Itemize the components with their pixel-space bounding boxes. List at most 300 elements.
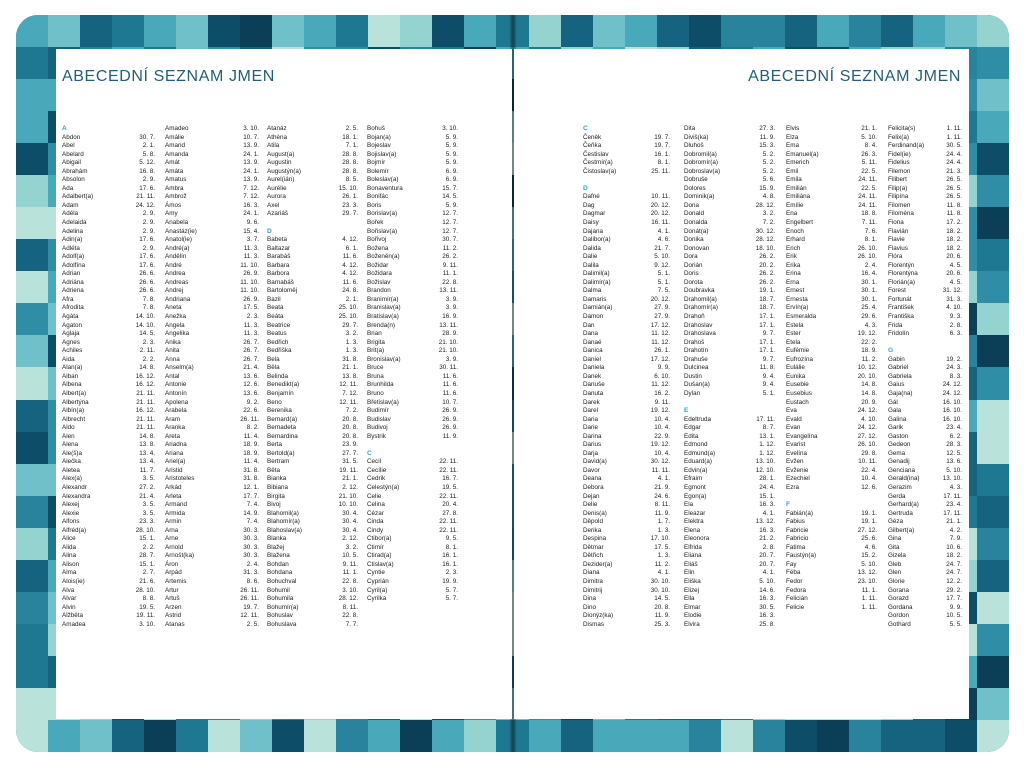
name-text: Barbara <box>267 261 290 269</box>
name-text: Edvin(a) <box>684 466 708 474</box>
name-day-date: 12. 7. <box>442 227 458 235</box>
name-text: Ferdinand(a) <box>888 142 925 150</box>
name-day-row <box>583 339 670 348</box>
name-text: Etela <box>786 338 801 346</box>
name-day-date: 5. 7. <box>445 595 458 603</box>
name-day-date: 22. 5. <box>861 184 877 192</box>
name-text: Dagmar <box>583 210 606 218</box>
name-day-date: 24. 12. <box>942 389 962 397</box>
name-day-row <box>888 159 962 168</box>
name-text: Artemis <box>165 577 187 585</box>
name-day-date: 16. 3. <box>759 595 775 603</box>
name-day-date: 17. 11. <box>756 415 775 423</box>
section-letter-label: E <box>684 407 689 415</box>
name-text: Delie <box>583 501 598 509</box>
name-day-date: 9. 3. <box>949 313 962 321</box>
name-day-row <box>267 287 358 296</box>
name-day-row <box>62 493 155 502</box>
name-day-row <box>267 253 358 262</box>
name-day-row <box>367 330 458 339</box>
name-day-row <box>267 125 358 134</box>
name-day-row <box>62 416 155 425</box>
name-text: Eunika <box>786 372 806 380</box>
name-text: Čestislav <box>583 150 609 158</box>
name-day-date: 17. 2. <box>946 219 962 227</box>
name-day-date: 21. 3. <box>946 167 962 175</box>
name-day-row <box>367 322 458 331</box>
name-day-row <box>165 253 259 262</box>
name-text: Evan <box>786 424 801 432</box>
name-day-row <box>786 347 877 356</box>
name-day-date: 15. 7. <box>442 184 458 192</box>
name-day-date: 11. 8. <box>946 210 962 218</box>
name-text: Ctimír <box>367 543 384 551</box>
name-day-date: 26. 5. <box>946 184 962 192</box>
name-day-date: 29. 7. <box>342 321 358 329</box>
name-text: Alban <box>62 372 79 380</box>
name-text: Bronislav(a) <box>367 355 401 363</box>
name-day-date: 2. 8. <box>949 321 962 329</box>
name-day-row <box>583 262 670 271</box>
name-text: Darja <box>583 449 599 457</box>
name-day-row <box>684 493 775 502</box>
name-text: Bohumila <box>267 595 294 603</box>
name-text: Erik <box>786 253 797 261</box>
name-text: Celie <box>367 492 382 500</box>
name-day-row <box>786 518 877 527</box>
name-day-row <box>367 381 458 390</box>
name-text: Danek <box>583 372 602 380</box>
name-day-date: 11. 1. <box>861 586 877 594</box>
section-letter-label: F <box>786 501 791 509</box>
name-day-date: 4. 1. <box>657 227 670 235</box>
name-text: Brandon <box>367 287 391 295</box>
name-day-date: 26. 6. <box>139 287 155 295</box>
section-letter-label: D <box>583 184 588 192</box>
name-text: Anatol(ie) <box>165 236 192 244</box>
name-day-date: 26. 10. <box>857 253 877 261</box>
name-day-date: 4. 2. <box>949 526 962 534</box>
name-day-date: 3. 2. <box>345 330 358 338</box>
name-day-date: 19. 1. <box>759 287 775 295</box>
name-day-row <box>684 587 775 596</box>
name-day-date: 26. 9. <box>243 295 259 303</box>
name-day-date: 26. 10. <box>857 244 877 252</box>
name-day-date: 17. 6. <box>139 261 155 269</box>
name-day-row <box>786 467 877 476</box>
name-text: Erna <box>786 278 800 286</box>
name-day-date: 11. 3. <box>243 321 259 329</box>
name-day-row <box>583 219 670 228</box>
name-day-date: 1. 11. <box>861 603 877 611</box>
name-day-row <box>367 168 458 177</box>
name-day-row <box>62 544 155 553</box>
name-text: Dulcinea <box>684 364 709 372</box>
name-day-row <box>888 450 962 459</box>
name-day-row <box>165 399 259 408</box>
name-day-date: 28. 12. <box>755 236 775 244</box>
name-day-row <box>62 159 155 168</box>
name-day-date: 20. 7. <box>759 560 775 568</box>
name-day-date: 24. 1. <box>243 167 259 175</box>
name-text: Ambrož <box>165 193 187 201</box>
name-day-row <box>888 441 962 450</box>
name-text: Bohuchval <box>267 577 297 585</box>
name-day-date: 10. 4. <box>654 415 670 423</box>
name-day-row <box>367 390 458 399</box>
name-text: Dolores <box>684 184 706 192</box>
name-day-row <box>888 245 962 254</box>
section-letter <box>786 501 877 510</box>
name-day-date: 11. 1. <box>342 569 358 577</box>
section-letter <box>583 125 670 134</box>
name-text: Dylan <box>684 389 701 397</box>
name-day-date: 7. 4. <box>246 501 259 509</box>
name-text: Efraim <box>684 475 703 483</box>
name-text: Dalibor(a) <box>583 236 611 244</box>
name-day-date: 12. 1. <box>243 483 259 491</box>
name-day-row <box>684 569 775 578</box>
name-text: Dětmar <box>583 543 604 551</box>
name-day-date: 30. 5. <box>759 603 775 611</box>
name-day-date: 21. 4. <box>139 492 155 500</box>
name-day-date: 20. 12. <box>650 295 670 303</box>
name-day-row <box>888 569 962 578</box>
name-text: Elektra <box>684 518 704 526</box>
name-text: Benjamín <box>267 389 294 397</box>
name-day-row <box>267 501 358 510</box>
name-day-date: 5. 10. <box>861 560 877 568</box>
name-day-row <box>583 228 670 237</box>
name-day-row <box>786 236 877 245</box>
name-text: Boleslav(a) <box>367 176 399 184</box>
name-day-row <box>62 193 155 202</box>
name-day-date: 21. 1. <box>342 475 358 483</box>
name-day-date: 17. 5. <box>654 543 670 551</box>
name-text: Dafné <box>583 193 600 201</box>
name-text: Bohuš <box>367 125 385 132</box>
name-day-row <box>786 595 877 604</box>
name-day-date: 31. 12. <box>942 287 962 295</box>
name-text: Břetislav(a) <box>367 398 399 406</box>
name-day-date: 8. 4. <box>864 142 877 150</box>
name-day-row <box>583 493 670 502</box>
name-day-date: 5. 2. <box>762 150 775 158</box>
name-day-date: 7. 1. <box>345 142 358 150</box>
name-day-date: 26. 11. <box>240 586 259 594</box>
name-text: Denis(a) <box>583 509 607 517</box>
name-day-row <box>684 510 775 519</box>
name-day-date: 2. 3. <box>445 569 458 577</box>
name-day-date: 30. 3. <box>243 552 259 560</box>
name-day-row <box>165 535 259 544</box>
name-day-row <box>684 595 775 604</box>
name-text: Amatus <box>165 176 187 184</box>
name-day-row <box>888 612 962 621</box>
name-day-row <box>786 424 877 433</box>
name-day-row <box>367 253 458 262</box>
name-text: Bibiana <box>267 483 289 491</box>
name-day-date: 30. 4. <box>342 509 358 517</box>
name-day-row <box>684 552 775 561</box>
name-day-date: 3. 9. <box>445 295 458 303</box>
name-day-date: 5. 2. <box>762 159 775 167</box>
name-day-row <box>367 193 458 202</box>
name-day-row <box>583 270 670 279</box>
name-day-row <box>62 202 155 211</box>
name-text: Bruna <box>367 372 384 380</box>
name-day-date: 17. 6. <box>139 184 155 192</box>
name-day-date: 21. 10. <box>438 338 458 346</box>
name-day-date: 12. 7. <box>442 210 458 218</box>
name-text: Adelaida <box>62 219 87 227</box>
name-day-row <box>684 347 775 356</box>
name-text: Bohumil <box>267 586 290 594</box>
name-day-row <box>786 339 877 348</box>
name-day-row <box>786 604 877 613</box>
name-day-date: 16. 3. <box>759 501 775 509</box>
name-day-row <box>684 621 775 630</box>
name-text: Eufrozína <box>786 355 813 363</box>
name-day-date: 26. 9. <box>442 415 458 423</box>
name-day-row <box>583 424 670 433</box>
section-letter-label: G <box>888 347 894 355</box>
name-day-date: 16. 1. <box>442 560 458 568</box>
name-day-date: 30. 1. <box>861 287 877 295</box>
name-text: Gizela <box>888 552 906 560</box>
name-day-date: 2. 7. <box>142 569 155 577</box>
name-day-row <box>267 322 358 331</box>
name-text: Agaton <box>62 321 82 329</box>
name-day-date: 26. 2. <box>759 270 775 278</box>
name-text: Arkád <box>165 483 182 491</box>
name-day-date: 2. 11. <box>139 347 155 355</box>
name-day-row <box>267 142 358 151</box>
name-day-row <box>684 450 775 459</box>
name-text: Amálie <box>165 133 185 141</box>
name-text: Fedora <box>786 586 806 594</box>
name-text: Dustin <box>684 372 702 380</box>
spacer-row <box>583 176 670 185</box>
name-day-date: 2. 4. <box>864 261 877 269</box>
name-day-date: 21. 11. <box>136 398 155 406</box>
name-day-row <box>165 356 259 365</box>
name-day-date: 7. 6. <box>864 227 877 235</box>
name-day-date: 11. 9. <box>654 612 670 620</box>
name-day-date: 30. 4. <box>342 518 358 526</box>
name-day-date: 10. 5. <box>342 552 358 560</box>
name-day-row <box>367 176 458 185</box>
name-day-date: 17. 11. <box>943 509 962 517</box>
name-day-date: 3. 9. <box>445 304 458 312</box>
name-text: Fabius <box>786 518 805 526</box>
name-day-date: 3. 10. <box>442 125 458 132</box>
name-text: Evarist <box>786 441 806 449</box>
name-day-date: 24. 4. <box>759 483 775 491</box>
name-day-date: 21. 11. <box>136 193 155 201</box>
name-day-row <box>583 510 670 519</box>
name-column <box>583 125 670 629</box>
name-day-date: 5. 6. <box>762 176 775 184</box>
name-text: Dismas <box>583 620 604 628</box>
name-day-date: 21. 1. <box>342 364 358 372</box>
name-day-date: 20. 12. <box>650 201 670 209</box>
name-text: Fedor <box>786 577 803 585</box>
name-day-row <box>165 151 259 160</box>
name-day-date: 9. 11. <box>442 261 458 269</box>
name-day-row <box>165 304 259 313</box>
name-day-row <box>367 587 458 596</box>
name-day-date: 22. 2. <box>861 338 877 346</box>
name-day-date: 7. 2. <box>345 407 358 415</box>
name-text: Florentýna <box>888 270 918 278</box>
name-day-date: 28. 12. <box>755 201 775 209</box>
name-day-date: 16. 8. <box>139 167 155 175</box>
name-day-row <box>165 552 259 561</box>
page-title-left: ABECEDNÍ SEZNAM JMEN <box>62 68 275 85</box>
name-text: Adléta <box>62 244 80 252</box>
name-day-row <box>786 475 877 484</box>
name-text: Babeta <box>267 236 287 244</box>
name-day-row <box>888 390 962 399</box>
name-text: Benedikt(a) <box>267 381 300 389</box>
name-day-date: 17. 6. <box>139 253 155 261</box>
name-text: Ema <box>786 142 799 150</box>
name-text: Engelbert <box>786 219 813 227</box>
name-text: Bojmír <box>367 159 386 167</box>
name-day-date: 25. 3. <box>654 620 670 628</box>
name-day-date: 20. 6. <box>946 270 962 278</box>
name-day-row <box>165 287 259 296</box>
name-text: Angelika <box>165 330 190 338</box>
name-day-row <box>888 621 962 630</box>
name-day-date: 4. 1. <box>762 569 775 577</box>
name-text: Artur <box>165 586 179 594</box>
name-text: Dan <box>583 321 595 329</box>
name-day-row <box>165 347 259 356</box>
name-text: Eliáš <box>684 560 698 568</box>
name-day-row <box>165 604 259 613</box>
name-day-date: 17. 11. <box>943 492 962 500</box>
name-day-date: 10. 4. <box>861 475 877 483</box>
name-day-date: 28. 8. <box>342 167 358 175</box>
planner-book <box>16 15 1009 752</box>
name-text: Alvin <box>62 603 76 611</box>
name-day-date: 24. 4. <box>946 150 962 158</box>
name-day-row <box>267 569 358 578</box>
name-day-row <box>684 304 775 313</box>
name-day-date: 9. 11. <box>654 398 670 406</box>
right-page <box>514 49 969 719</box>
name-day-date: 23. 3. <box>139 518 155 526</box>
name-day-row <box>684 330 775 339</box>
name-day-row <box>367 228 458 237</box>
name-day-date: 14. 5. <box>139 330 155 338</box>
name-day-date: 27. 8. <box>442 509 458 517</box>
name-day-row <box>267 450 358 459</box>
name-text: Abrahám <box>62 167 88 175</box>
name-day-date: 11. 2. <box>861 355 877 363</box>
name-day-date: 9. 12. <box>654 261 670 269</box>
name-text: Antonín <box>165 389 187 397</box>
name-day-row <box>267 176 358 185</box>
name-text: Gabriela <box>888 372 912 380</box>
name-text: Fabricio <box>786 535 809 543</box>
name-day-date: 26. 11. <box>240 415 259 423</box>
name-day-date: 29. 6. <box>861 313 877 321</box>
name-text: Arzen <box>165 603 182 611</box>
name-day-date: 24. 11. <box>858 201 877 209</box>
name-text: Bohuslav <box>267 612 293 620</box>
name-day-row <box>165 185 259 194</box>
name-day-row <box>267 185 358 194</box>
name-text: Čistoslav(a) <box>583 167 617 175</box>
name-day-row <box>267 193 358 202</box>
name-day-row <box>888 399 962 408</box>
name-text: Bivoj <box>267 501 281 509</box>
name-day-row <box>786 125 877 134</box>
name-text: Čeněk <box>583 133 602 141</box>
name-day-row <box>786 279 877 288</box>
name-column <box>786 125 877 612</box>
name-day-row <box>367 373 458 382</box>
name-day-date: 24. 11. <box>858 176 877 184</box>
name-day-row <box>684 356 775 365</box>
name-day-date: 23. 4. <box>946 501 962 509</box>
name-day-row <box>267 475 358 484</box>
name-text: Felicián <box>786 595 808 603</box>
name-day-row <box>583 236 670 245</box>
name-text: Edmund(a) <box>684 449 716 457</box>
name-day-date: 24. 1. <box>243 210 259 218</box>
name-day-row <box>888 475 962 484</box>
name-day-row <box>267 339 358 348</box>
name-text: Arleta <box>165 492 182 500</box>
name-text: Flavián <box>888 227 909 235</box>
name-day-row <box>583 433 670 442</box>
name-day-date: 1. 11. <box>861 595 877 603</box>
name-day-date: 1. 3. <box>345 338 358 346</box>
name-day-row <box>367 493 458 502</box>
name-day-row <box>165 475 259 484</box>
name-day-row <box>583 458 670 467</box>
name-day-date: 3. 10. <box>342 586 358 594</box>
name-day-date: 5. 9. <box>445 133 458 141</box>
name-text: Běla <box>267 364 280 372</box>
name-day-row <box>267 304 358 313</box>
name-text: Glorie <box>888 577 905 585</box>
name-day-date: 16. 9. <box>442 313 458 321</box>
name-day-date: 13. 8. <box>342 372 358 380</box>
name-text: Emanuel(a) <box>786 150 819 158</box>
name-day-row <box>62 210 155 219</box>
name-day-date: 13. 11. <box>439 287 458 295</box>
name-day-row <box>165 134 259 143</box>
name-day-date: 13. 8. <box>139 441 155 449</box>
name-day-row <box>684 578 775 587</box>
name-day-date: 7. 4. <box>246 518 259 526</box>
name-day-date: 28. 12. <box>338 595 358 603</box>
name-text: Daniel <box>583 355 601 363</box>
name-day-row <box>786 450 877 459</box>
name-day-row <box>583 390 670 399</box>
name-day-row <box>267 159 358 168</box>
name-day-date: 31. 5. <box>342 458 358 466</box>
name-text: Genciana <box>888 466 915 474</box>
name-day-date: 11. 2. <box>442 244 458 252</box>
name-day-date: 12. 11. <box>339 398 358 406</box>
name-day-date: 26. 2. <box>759 278 775 286</box>
